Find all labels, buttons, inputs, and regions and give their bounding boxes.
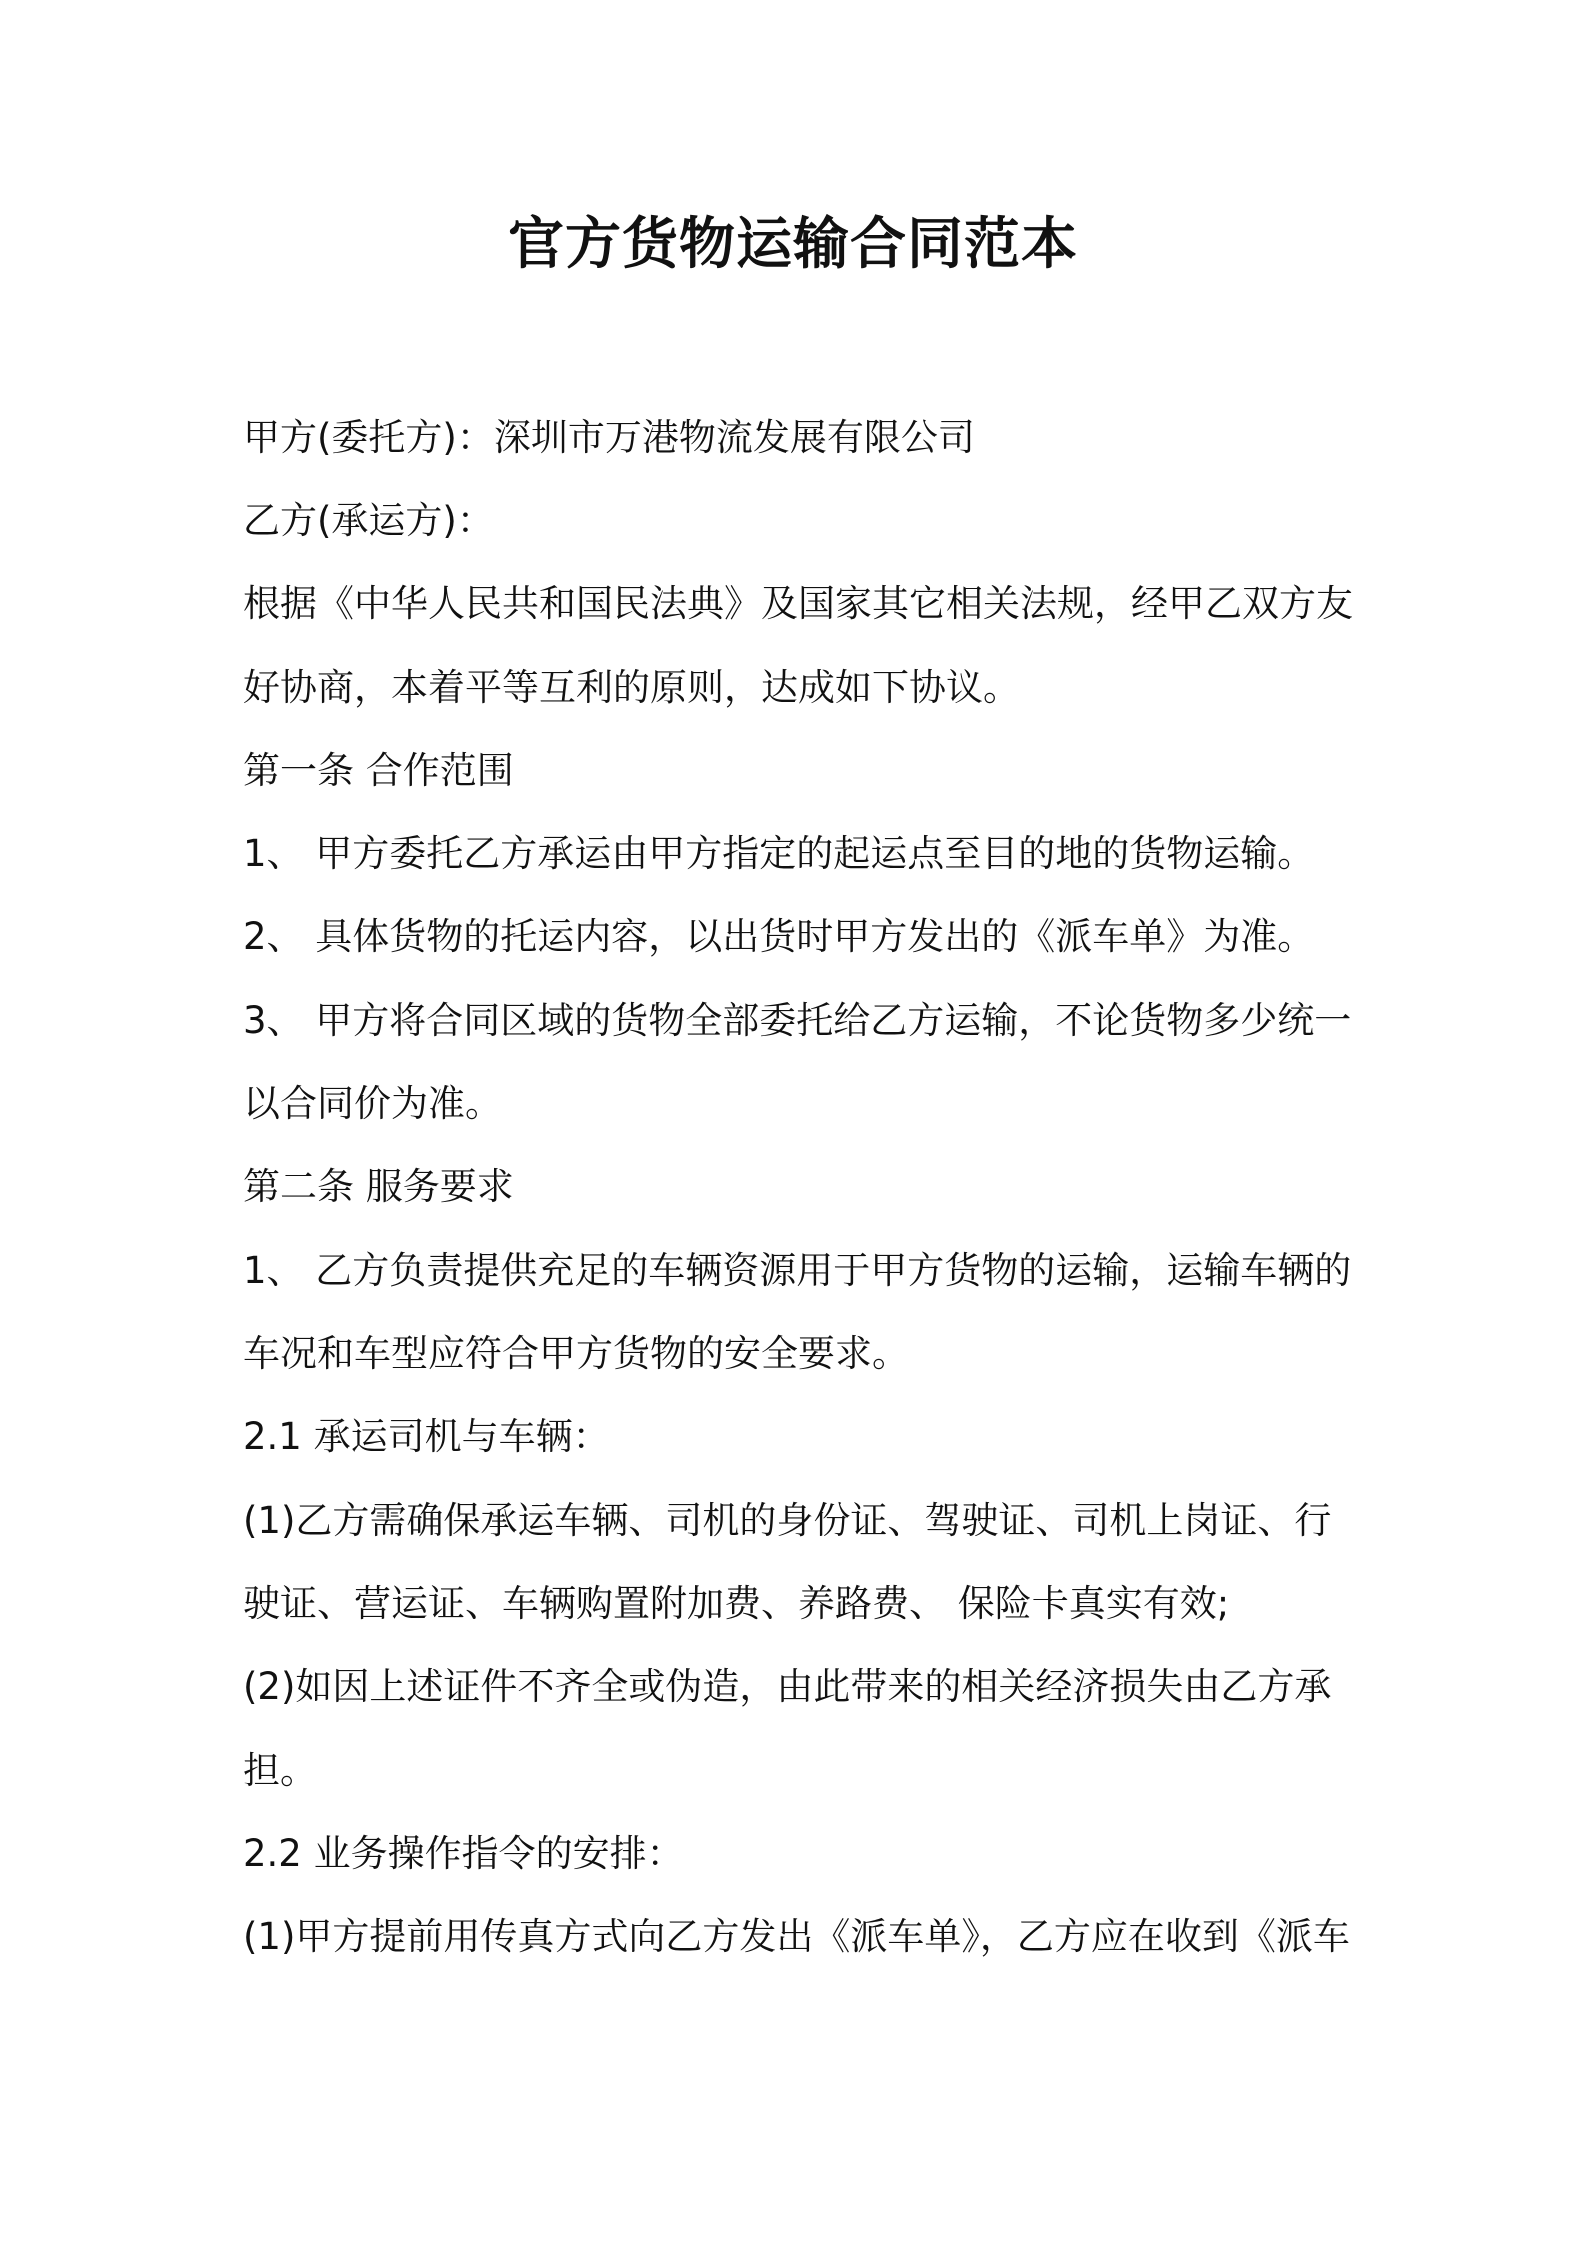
section-2-2-heading: 2.2 业务操作指令的安排： bbox=[243, 1832, 684, 1875]
section-2-1-heading: 2.1 承运司机与车辆： bbox=[243, 1415, 610, 1458]
article-1-heading: 第一条 合作范围 bbox=[243, 749, 514, 792]
article-2-heading: 第二条 服务要求 bbox=[243, 1165, 514, 1208]
preamble-line-1: 根据《中华人民共和国民法典》及国家其它相关法规，经甲乙双方友 bbox=[243, 582, 1353, 625]
section-2-1-item-2-line-2: 担。 bbox=[243, 1749, 317, 1792]
article-2-item-1-line-1: 1、 乙方负责提供充足的车辆资源用于甲方货物的运输，运输车辆的 bbox=[243, 1249, 1352, 1292]
party-a-line: 甲方(委托方)：深圳市万港物流发展有限公司 bbox=[243, 416, 975, 459]
preamble-line-2: 好协商，本着平等互利的原则，达成如下协议。 bbox=[243, 666, 1020, 709]
article-1-item-1: 1、 甲方委托乙方承运由甲方指定的起运点至目的地的货物运输。 bbox=[243, 832, 1315, 875]
article-1-item-2: 2、 具体货物的托运内容，以出货时甲方发出的《派车单》为准。 bbox=[243, 915, 1315, 958]
party-b-line: 乙方(承运方)： bbox=[243, 499, 494, 542]
article-2-item-1-line-2: 车况和车型应符合甲方货物的安全要求。 bbox=[243, 1332, 909, 1375]
article-1-item-3-line-1: 3、 甲方将合同区域的货物全部委托给乙方运输，不论货物多少统一 bbox=[243, 999, 1352, 1042]
section-2-1-item-2-line-1: (2)如因上述证件不齐全或伪造，由此带来的相关经济损失由乙方承 bbox=[243, 1665, 1332, 1708]
document-title: 官方货物运输合同范本 bbox=[508, 212, 1078, 277]
section-2-1-item-1-line-2: 驶证、营运证、车辆购置附加费、养路费、 保险卡真实有效; bbox=[243, 1582, 1230, 1625]
section-2-2-item-1-line-1: (1)甲方提前用传真方式向乙方发出《派车单》，乙方应在收到《派车 bbox=[243, 1915, 1350, 1958]
section-2-1-item-1-line-1: (1)乙方需确保承运车辆、司机的身份证、驾驶证、司机上岗证、行 bbox=[243, 1499, 1332, 1542]
article-1-item-3-line-2: 以合同价为准。 bbox=[243, 1082, 502, 1125]
